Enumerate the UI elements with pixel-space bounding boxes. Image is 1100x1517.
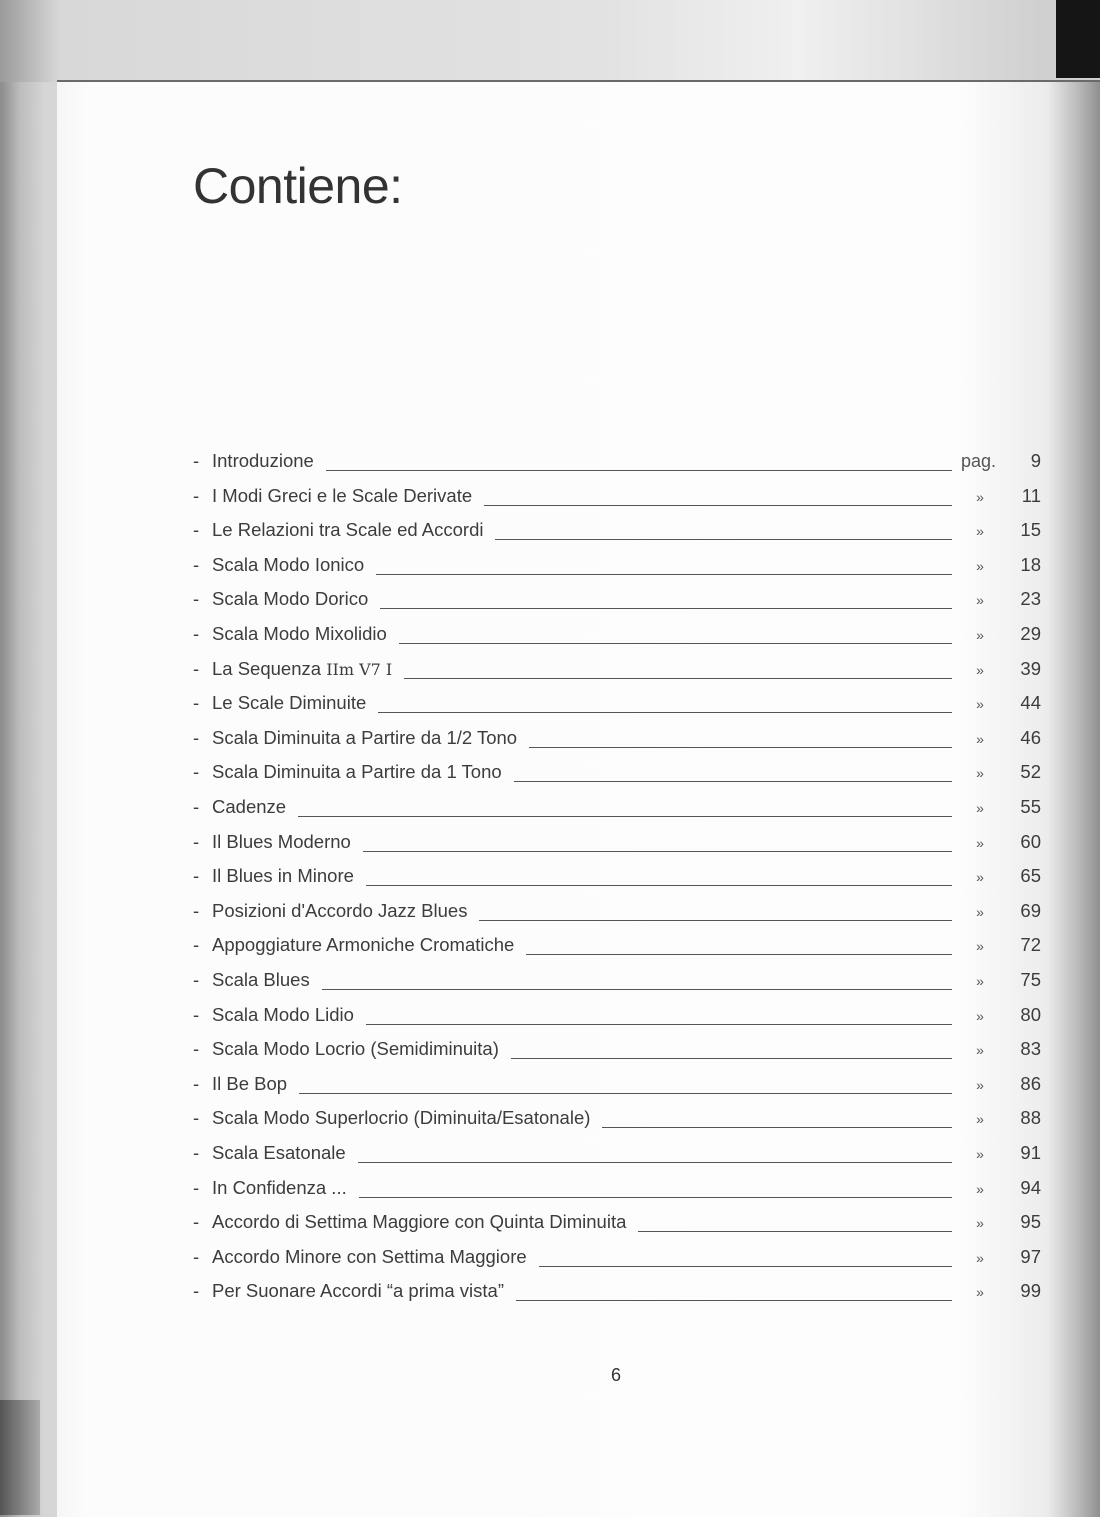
toc-entry [193,969,1053,995]
toc-entry-title: Introduzione [212,450,314,471]
leader-line [602,1127,952,1128]
page-marker: » [976,834,984,851]
toc-entry-title: Le Relazioni tra Scale ed Accordi [212,519,484,541]
leader-line [363,851,952,852]
toc-entry-page: 72 [1020,934,1041,956]
bullet-dash: - [193,484,200,506]
leader-line [358,1162,952,1163]
page-marker: » [976,696,984,713]
toc-entry-title: Il Be Bop [212,1072,288,1094]
page-marker: » [976,730,984,747]
leader-line [529,747,952,748]
toc-entry [193,934,1053,960]
page-marker: pag. [961,451,997,471]
page-marker: » [976,1249,984,1266]
page-marker: » [976,557,984,574]
toc-entry-page: 83 [1020,1038,1041,1060]
page-marker: » [976,903,984,920]
toc-entry [193,1142,1053,1168]
toc-entry [193,588,1053,614]
toc-entry-page: 39 [1020,657,1041,679]
toc-entry-title: Scala Esatonale [212,1142,346,1163]
toc-entry-title: Scala Blues [212,969,310,990]
bullet-dash: - [193,1003,200,1025]
toc-entry-title: Per Suonare Accordi “a prima vista” [212,1280,505,1302]
bullet-dash: - [193,1072,200,1094]
toc-entry-title: Scala Modo Lidio [212,1003,354,1025]
toc-entry [193,1073,1053,1099]
toc-entry [193,554,1053,580]
toc-entry-page: 9 [1030,450,1041,471]
page-marker: » [976,1146,984,1162]
toc-entry-title: Posizioni d'Accordo Jazz Blues [212,899,468,921]
toc-entry [193,796,1053,822]
bullet-dash: - [193,899,200,921]
leader-line [376,574,952,575]
toc-entry-page: 18 [1020,553,1041,575]
bullet-dash: - [193,657,200,679]
page-marker: » [976,938,984,955]
toc-entry-title: Scala Diminuita a Partire da 1/2 Tono [212,726,518,748]
scan-edge-shadow-left [0,1400,40,1515]
page-marker: » [976,627,984,643]
toc-entry-page: 52 [1020,761,1041,783]
toc-entry-page: 23 [1020,588,1041,610]
page-marker: » [976,1111,984,1128]
toc-entry-title: Accordo Minore con Settima Maggiore [212,1245,527,1267]
page-marker: » [976,765,984,782]
page-marker: » [976,661,984,678]
toc-entry-page: 94 [1020,1176,1041,1198]
toc-entry-page: 91 [1020,1142,1041,1163]
toc-entry [193,1280,1053,1306]
bullet-dash: - [193,726,200,748]
page-marker: » [976,973,984,989]
bullet-dash: - [193,969,200,990]
toc-entry [193,450,1053,476]
leader-line [479,920,952,921]
page-marker: » [976,1076,984,1093]
toc-entry-title: Scala Diminuita a Partire da 1 Tono [212,761,502,783]
toc-entry-page: 95 [1020,1211,1041,1233]
leader-line [638,1231,952,1232]
toc-entry-title: Il Blues in Minore [212,865,354,887]
bullet-dash: - [193,934,200,956]
toc-entry [193,1177,1053,1203]
toc-entry [193,865,1053,891]
toc-entry-title: Le Scale Diminuite [212,692,367,714]
bullet-dash: - [193,692,200,714]
toc-entry [193,1211,1053,1237]
toc-entry-page: 65 [1020,865,1041,887]
toc-entry-title: Cadenze [212,796,287,817]
bullet-dash: - [193,1107,200,1129]
leader-line [404,678,952,679]
page-number: 6 [611,1365,622,1385]
toc-entry-page: 80 [1020,1003,1041,1025]
toc-entry [193,1004,1053,1030]
leader-line [298,816,952,817]
page-marker: » [976,592,984,609]
leader-line [378,712,952,713]
toc-entry-title: In Confidenza ... [212,1176,347,1198]
bullet-dash: - [193,1211,200,1233]
bullet-dash: - [193,1280,200,1302]
toc-entry [193,485,1053,511]
toc-entry-page: 15 [1020,519,1041,541]
toc-entry [193,900,1053,926]
toc-entry-title: Scala Modo Mixolidio [212,623,387,644]
toc-entry [193,1107,1053,1133]
toc-entry [193,519,1053,545]
page-marker: » [976,488,984,505]
page-marker: » [976,800,984,816]
leader-line [514,781,952,782]
toc-entry-page: 29 [1020,623,1041,644]
page-marker: » [976,523,984,540]
toc-entry-page: 88 [1020,1107,1041,1129]
toc-entry-title: I Modi Greci e le Scale Derivate [212,484,473,506]
bullet-dash: - [193,588,200,610]
toc-entry-title: Accordo di Settima Maggiore con Quinta Diminuita [212,1211,627,1233]
page-marker: » [976,869,984,886]
bullet-dash: - [193,1142,200,1163]
scan-edge-shadow [1056,0,1100,78]
leader-line [322,989,952,990]
toc-entry-title: Scala Modo Superlocrio (Diminuita/Esatonale) [212,1107,591,1129]
bullet-dash: - [193,553,200,575]
toc-entry-page: 60 [1020,830,1041,852]
leader-line [299,1093,952,1094]
bullet-dash: - [193,623,200,644]
toc-entry-title: Scala Modo Ionico [212,553,365,575]
bullet-dash: - [193,1038,200,1060]
page-marker: » [976,1007,984,1024]
toc-entry-title: La Sequenza IIm V7 I [212,657,393,679]
toc-entry [193,1246,1053,1272]
page-marker: » [976,1284,984,1301]
toc-entry-title: Il Blues Moderno [212,830,351,852]
toc-entry-title: Appoggiature Armoniche Cromatiche [212,934,515,956]
toc-entry-page: 97 [1020,1245,1041,1267]
leader-line [495,539,952,540]
leader-line [359,1197,952,1198]
bullet-dash: - [193,1176,200,1198]
toc-entry [193,1038,1053,1064]
toc-entry [193,727,1053,753]
leader-line [484,505,952,506]
scanner-background [0,0,1100,82]
leader-line [526,954,952,955]
toc-entry-page: 46 [1020,726,1041,748]
leader-line [539,1266,952,1267]
toc-entry-page: 44 [1020,692,1041,714]
page-marker: » [976,1215,984,1232]
leader-line [326,470,952,471]
leader-line [366,885,952,886]
bullet-dash: - [193,519,200,541]
toc-entry [193,692,1053,718]
bullet-dash: - [193,450,200,471]
page-marker: » [976,1180,984,1197]
bullet-dash: - [193,865,200,887]
bullet-dash: - [193,796,200,817]
page-title: Contiene: [193,158,403,214]
bullet-dash: - [193,761,200,783]
toc-entry [193,623,1053,649]
toc-entry-page: 75 [1020,969,1041,990]
toc-entry [193,761,1053,787]
toc-entry [193,658,1053,684]
toc-entry-page: 55 [1020,796,1041,817]
leader-line [366,1024,952,1025]
leader-line [516,1300,952,1301]
toc-entry-page: 69 [1020,899,1041,921]
leader-line [511,1058,952,1059]
toc-entry-title: Scala Modo Locrio (Semidiminuita) [212,1038,499,1060]
toc-entry [193,831,1053,857]
bullet-dash: - [193,830,200,852]
toc-entry-page: 11 [1021,484,1041,506]
leader-line [380,608,952,609]
toc-entry-page: 86 [1020,1072,1041,1094]
toc-entry-page: 99 [1020,1280,1041,1302]
bullet-dash: - [193,1245,200,1267]
page-marker: » [976,1042,984,1059]
leader-line [399,643,952,644]
toc-entry-title: Scala Modo Dorico [212,588,369,610]
